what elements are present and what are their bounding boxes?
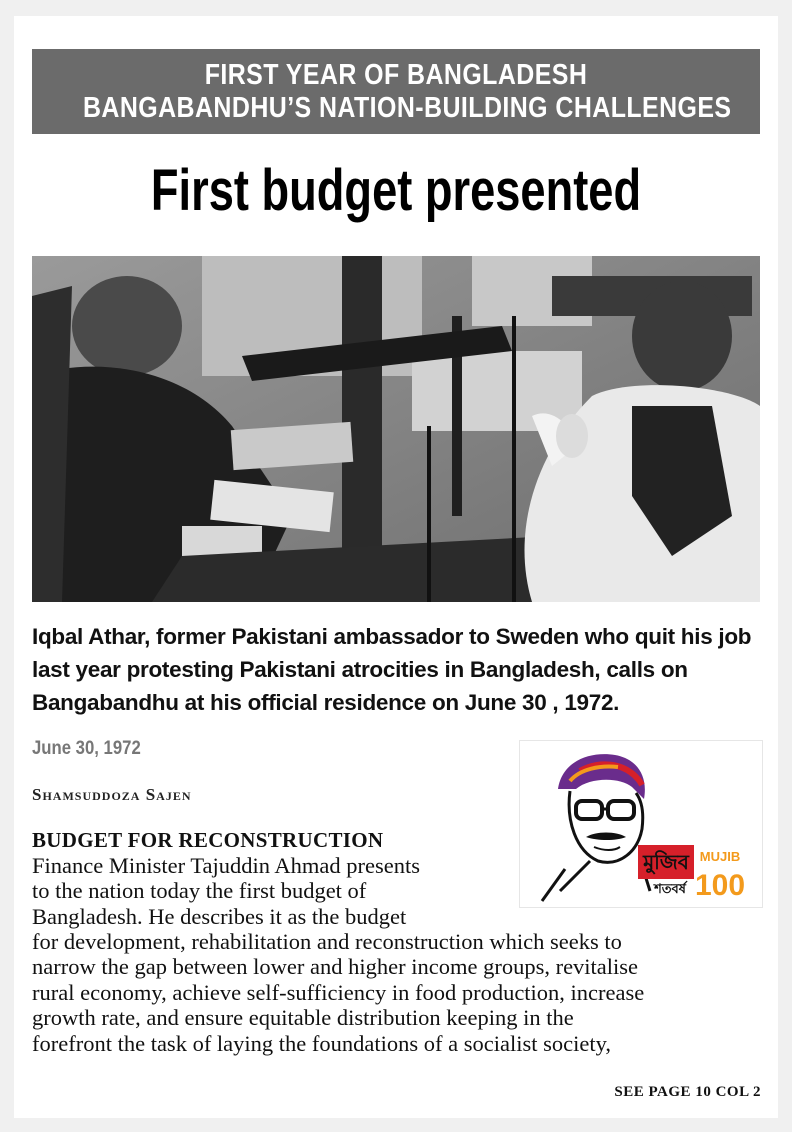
section-banner xyxy=(32,49,760,134)
newspaper-page xyxy=(14,16,778,1118)
article-author: Shamsuddoza Sajen xyxy=(32,785,192,804)
body-line: Finance Minister Tajuddin Ahmad presents xyxy=(32,853,420,878)
continuation-note: SEE PAGE 10 COL 2 xyxy=(614,1084,761,1100)
logo-bengali-text: মুজিব xyxy=(643,850,689,874)
mujib-portrait-logo-icon xyxy=(520,741,762,907)
headline: First budget presented xyxy=(150,158,642,223)
body-line: forefront the task of laying the foundations of a socialist society, xyxy=(32,1030,612,1056)
banner-line-2: BANGABANDHU’S NATION-BUILDING CHALLENGES xyxy=(82,91,732,124)
body-line: Bangladesh. He describes it as the budget xyxy=(32,903,407,929)
section-heading: BUDGET FOR RECONSTRUCTION xyxy=(32,828,384,852)
logo-latin-text: MUJIB xyxy=(699,849,741,864)
body-line: narrow the gap between lower and higher income groups, revitalise xyxy=(32,954,639,980)
body-line: to the nation today the first budget of xyxy=(32,878,367,904)
article-date: June 30, 1972 xyxy=(32,738,141,759)
logo-number-text: 100 xyxy=(694,869,746,902)
body-line: rural economy, achieve self-sufficiency in food production, increase xyxy=(32,979,645,1005)
body-line: growth rate, and ensure equitable distribution keeping in the xyxy=(32,1005,574,1031)
banner-line-1: FIRST YEAR OF BANGLADESH xyxy=(204,58,588,91)
article-body-narrow xyxy=(32,853,502,929)
logo-bengali-subtext: শতবর্ষ xyxy=(654,882,686,897)
article-body-wide xyxy=(32,929,767,1056)
mujib-100-logo xyxy=(519,740,763,908)
news-photo xyxy=(32,256,760,602)
body-line: for development, rehabilitation and reconstruction which seeks to xyxy=(32,929,622,954)
photo-caption: Iqbal Athar, former Pakistani ambassador to Sweden who quit his job last year protesting Pakistani atrocities in Bangladesh, calls on Bangabandhu at his official residence on June 30 , 1972. xyxy=(32,624,752,715)
